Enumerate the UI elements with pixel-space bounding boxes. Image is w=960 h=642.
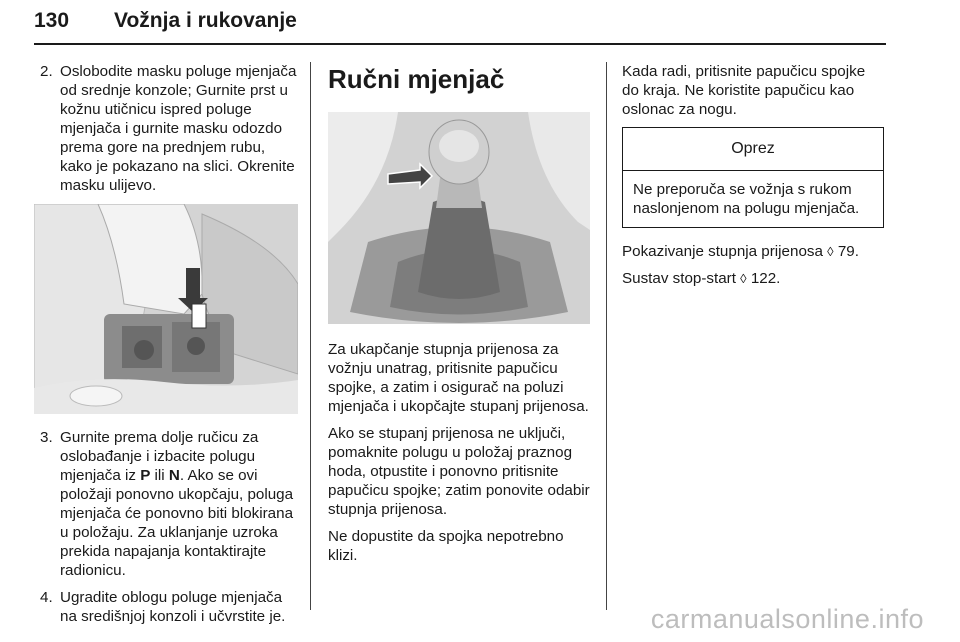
reference-page: 122.: [746, 270, 781, 287]
step-2: [34, 62, 298, 195]
gear-position-n: N: [168, 467, 180, 484]
middle-column: [328, 62, 590, 573]
step-text: Oslobodite masku poluge mjenjača od srednje konzole; Gurnite prst u kožnu utičnicu ispred poluge mjenjača i gurnite masku odozdo prema gore na prednjem rubu, kako je pokazano na slici. Okrenite masku ulijevo.: [60, 63, 297, 194]
figure-console-mask: [34, 204, 298, 414]
caution-heading: Oprez: [623, 128, 883, 171]
paragraph: Kada radi, pritisnite papučicu spojke do kraja. Ne koristite papučicu kao oslonac za nogu.: [622, 63, 866, 118]
step-text-a: Gurnite prema dolje ručicu za oslobađanje i izbacite polugu mjenjača iz: [60, 429, 259, 484]
cross-reference: [622, 269, 884, 288]
paragraph: Ne dopustite da spojka nepotrebno klizi.: [328, 528, 564, 564]
step-text: Ugradite oblogu poluge mjenjača na središnjoj konzoli i učvrstite je.: [60, 589, 286, 625]
column-divider-left: [310, 62, 311, 610]
step-text-b: . Ako se ovi položaji ponovno ukopčaju, poluga mjenjača će ponovno biti blokirana u položaju. Za uklanjanje uzroka prekida napajanja kontaktirajte radionicu.: [60, 467, 294, 579]
gear-position-p: P: [140, 467, 151, 484]
page-ref-icon: ◊: [740, 271, 747, 286]
gear-lever-illustration: [328, 112, 590, 324]
header-rule: [34, 43, 886, 45]
reference-text: Sustav stop-start: [622, 270, 741, 287]
chapter-title: Vožnja i rukovanje: [114, 9, 297, 32]
left-column: [34, 62, 298, 626]
right-column: [622, 62, 884, 296]
caution-text: Ne preporuča se vožnja s rukom naslonjenom na polugu mjenjača.: [633, 181, 860, 217]
step-number: 4.: [40, 589, 53, 606]
watermark: carmanualsonline.info: [650, 604, 924, 634]
paragraph: Ako se stupanj prijenosa ne uključi, pomaknite polugu u položaj praznog hoda, otpustite i ponovno pritisnite papučicu spojke; zatim ponovite odabir stupnja prijenosa.: [328, 425, 590, 518]
step-number: 2.: [40, 63, 53, 80]
paragraph: Za ukapčanje stupnja prijenosa za vožnju unatrag, pritisnite papučicu spojke, a zatim i osigurač na poluzi mjenjača i ukopčajte stupanj prijenosa.: [328, 341, 589, 415]
cross-reference: [622, 242, 884, 261]
reference-text: Pokazivanje stupnja prijenosa: [622, 243, 828, 260]
reference-page: 79.: [833, 243, 859, 260]
step-4: [34, 588, 298, 626]
page-header: [34, 2, 886, 46]
caution-box: [622, 127, 884, 228]
step-3: [34, 428, 298, 580]
figure-gear-lever: [328, 112, 590, 324]
section-title: Ručni mjenjač: [328, 64, 505, 94]
console-illustration: [34, 204, 298, 414]
step-text-or: ili: [150, 467, 169, 484]
column-divider-right: [606, 62, 607, 610]
step-number: 3.: [40, 429, 53, 446]
page-number: 130: [34, 9, 70, 32]
page-ref-icon: ◊: [827, 244, 834, 259]
